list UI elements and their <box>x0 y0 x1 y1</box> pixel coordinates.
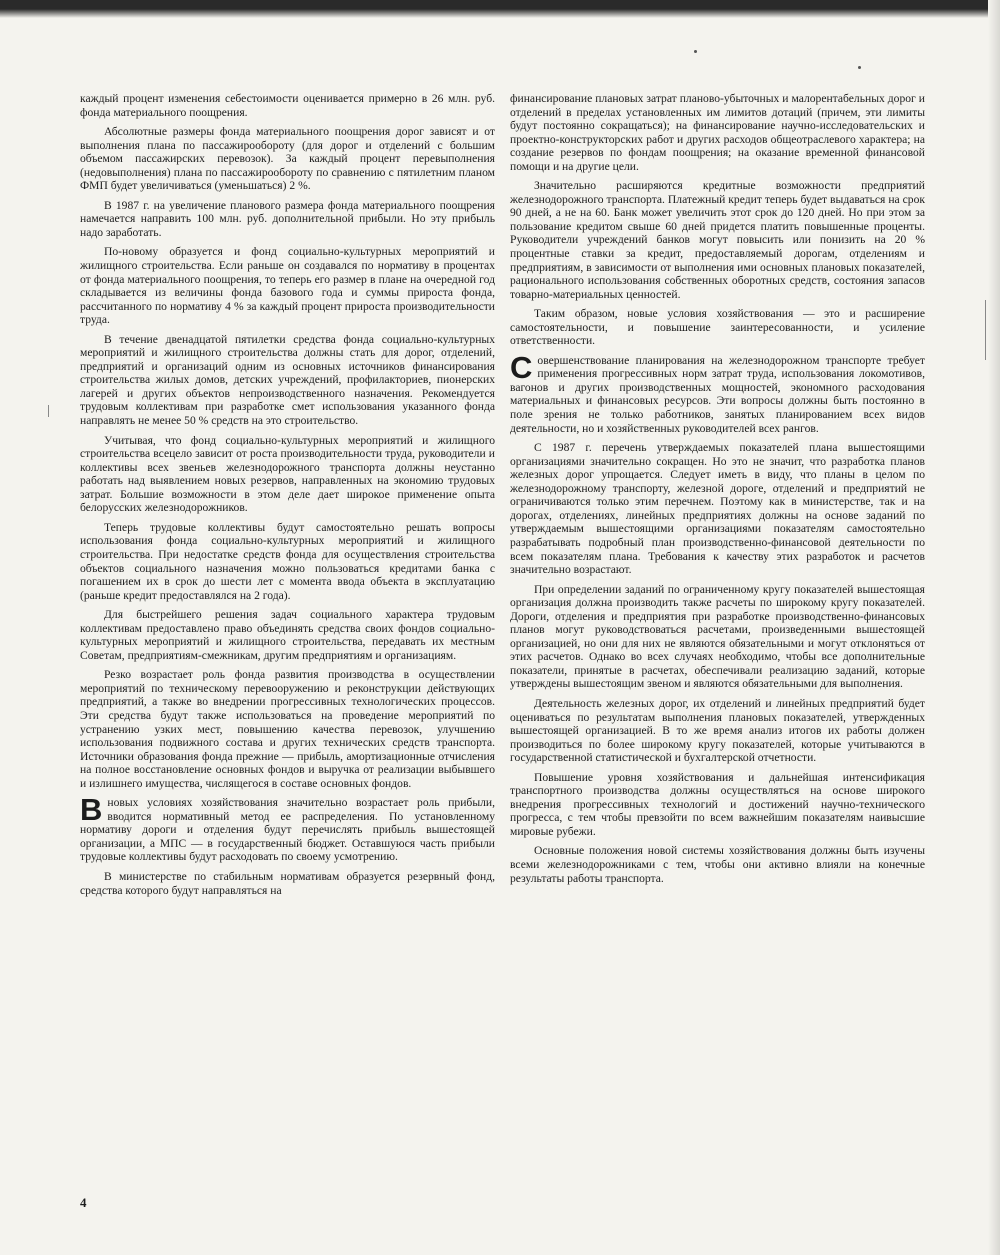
page-top-edge <box>0 0 1000 18</box>
paragraph-text: В 1987 г. на увеличение планового размера фонда материального поощрения намечается направить 100 млн. руб. дополнительной прибыли. Но эту прибыль надо заработать. <box>80 198 495 239</box>
paragraph-text: Учитывая, что фонд социально-культурных мероприятий и жилищного строительства всецело зависит от роста производительности труда, руководители и коллективы всех звеньев железнодорожного транспорта должны неустанно работать над выявлением новых резервов, направленных на экономию трудовых затрат. Большие возможности в этом деле дает широкое применение опыта белорусских железнодорожников. <box>80 433 495 515</box>
paragraph <box>510 697 925 765</box>
paragraph <box>80 125 495 193</box>
paragraph <box>510 771 925 839</box>
print-speck <box>858 66 861 69</box>
paragraph-text: Повышение уровня хозяйствования и дальнейшая интенсификация транспортного производства должны осуществляться на основе широкого внедрения прогрессивных технологий и достижений научно-технического прогресса, с тем чтобы превзойти по всем важнейшим показателям наивысшие мировые рубежи. <box>510 770 925 838</box>
paragraph <box>80 434 495 515</box>
paragraph <box>80 608 495 662</box>
paragraph-text: В течение двенадцатой пятилетки средства фонда социально-культурных мероприятий и жилищного строительства должны стать для дорог, отделений, предприятий и организаций одним из основных источников финансирования строительства жилых домов, детских учреждений, профилакториев, пионерских лагерей и других объектов непроизводственного назначения. Рекомендуется трудовым коллективам при разработке смет использования указанного фонда направлять не менее 50 % средств на это строительство. <box>80 332 495 428</box>
paragraph-text: При определении заданий по ограниченному кругу показателей вышестоящая организация должна производить также расчеты по широкому кругу показателей. Дороги, отделения и предприятия при разработке производственно-финансовых планов могут руководствоваться расчетами, произведенными вышестоящей организацией, но они для них не являются обязательными и могут отклоняться от этих расчетов. Однако во всех случаях необходимо, чтобы все дополнительные показатели, принятые в расчетах, обеспечивали реализацию заданий, которые утверждены вышестоящим звеном и являются обязательными для выполнения. <box>510 582 925 691</box>
paragraph-text: В министерстве по стабильным нормативам образуется резервный фонд, средства которого будут направляться на <box>80 869 495 897</box>
paragraph <box>80 333 495 428</box>
margin-mark <box>48 405 49 417</box>
left-column <box>80 92 495 903</box>
paragraph-text: Основные положения новой системы хозяйствования должны быть изучены всеми железнодорожниками с тем, чтобы они активно влияли на конечные результаты работы транспорта. <box>510 844 925 885</box>
drop-cap: В <box>80 792 103 828</box>
paragraph <box>510 179 925 301</box>
paragraph-text: Теперь трудовые коллективы будут самостоятельно решать вопросы использования фонда социально-культурных мероприятий и жилищного строительства. При недостатке средств фонда для осуществления строительства объектов социального назначения можно пользоваться кредитами банка с погашением их в срок до шести лет с момента ввода объекта в эксплуатацию (раньше кредит предоставлялся на 2 года). <box>80 520 495 602</box>
drop-cap: С <box>510 349 533 385</box>
paragraph <box>510 844 925 885</box>
print-speck <box>694 50 697 53</box>
paragraph-text: Деятельность железных дорог, их отделений и линейных предприятий будет оцениваться по результатам выполнения плановых показателей, утвержденных вышестоящей организацией. В то же время анализ итогов их работы должен производиться по более широкому кругу показателей, которые учитываются в государственной статистической и бухгалтерской отчетности. <box>510 696 925 765</box>
paragraph-text: Для быстрейшего решения задач социального характера трудовым коллективам предоставлено право объединять средства своих фондов социально-культурных мероприятий и жилищного строительства, передавать их местным Советам, предприятиям-смежникам, другим предприятиям и организациям. <box>80 608 495 662</box>
paragraph-text: Таким образом, новые условия хозяйствования — это и расширение самостоятельности, и повышение заинтересованности, и усиление ответственности. <box>510 307 925 348</box>
paragraph <box>80 521 495 602</box>
paragraph <box>80 668 495 790</box>
paragraph-text: Резко возрастает роль фонда развития производства в осуществлении мероприятий по техническому перевооружению и реконструкции действующих предприятий, а также во внедрении прогрессивных технологических процессов. Эти средства будут также использоваться на проведение мероприятий по устранению узких мест, повышению качества перевозок, улучшению использования подвижного состава и других технических средств транспорта. Источники образования фонда прежние — прибыль, амортизационные отчисления на полное восстановление основных фондов и выручка от реализации выбывшего и излишнего имущества, числящегося в составе основных фондов. <box>80 668 495 790</box>
paragraph-text: финансирование плановых затрат планово-убыточных и малорентабельных дорог и отделений в пределах установленных им лимитов дотаций (причем, эти лимиты будут постоянно сокращаться); на финансирование научно-исследовательских и проектно-конструкторских работ и других расходов общеотраслевого характера; на создание резервов по фондам поощрения; на оказание временной финансовой помощи и на другие цели. <box>510 92 925 173</box>
paragraph <box>80 792 495 864</box>
paragraph-text: По-новому образуется и фонд социально-культурных мероприятий и жилищного строительства. Если раньше он создавался по нормативу в процентах от фонда материального поощрения, то теперь его размер в плане на очередной год складывается из величины фонда базового года и суммы прироста фонда, рассчитанного по нормативу 4 % за каждый процент прироста производительности труда. <box>80 245 495 327</box>
paragraph <box>80 245 495 326</box>
page-right-edge <box>988 0 1000 1255</box>
paragraph <box>80 92 495 119</box>
paragraph <box>510 92 925 173</box>
margin-mark <box>985 300 986 360</box>
paragraph <box>510 307 925 348</box>
paragraph <box>80 870 495 897</box>
right-column <box>510 92 925 891</box>
paragraph-text: С 1987 г. перечень утверждаемых показателей плана вышестоящими организациями значительно сокращен. Но это не значит, что разработка планов железных дорог упрощается. Следует иметь в виду, что планы в целом по железнодорожному транспорту, железной дороге, отделений и предприятий не ограничиваются только этим перечнем. Поэтому как в министерстве, так и на дорогах, отделениях, линейных предприятиях должны на основе заданий по утверждаемым вышестоящими организациями показателям самостоятельно разрабатывать подробный план производственно-финансовой деятельности по всем показателям плана. Требования к качеству этих разработок и расчетов значительно возрастают. <box>510 441 925 577</box>
paragraph-text: Значительно расширяются кредитные возможности предприятий железнодорожного транспорта. Платежный кредит теперь будет выдаваться на срок 90 дней, а не на 60. Банк может увеличить этот срок до 120 дней. Но при этом за пользование кредитом свыше 60 дней придется платить повышенные проценты. Руководители учреждений банков могут повысить или понизить на 20 % процентные ставки за кредит, предоставляемый дорогам, отделениям и предприятиям, в зависимости от выполнения ими основных плановых показателей, рационального использования собственных оборотных средств, состояния запасов товарно-материальных ценностей. <box>510 179 925 301</box>
page-number: 4 <box>80 1195 87 1210</box>
paragraph-text: новых условиях хозяйствования значительно возрастает роль прибыли, вводится нормативный метод ее распределения. По установленному нормативу дороги и отделения будут перечислять прибыль вышестоящей организации, а МПС — в государственный бюджет. Оставшуюся часть прибыли трудовые коллективы будут расходовать по своему усмотрению. <box>80 796 495 864</box>
paragraph-text: Абсолютные размеры фонда материального поощрения дорог зависят и от выполнения плана по пассажирообороту (для дорог и отделений с большим объемом пассажирских перевозок). За каждый процент перевыполнения (недовыполнения) плана по пассажирообороту по сравнению с пятилетним планом ФМП будет увеличиваться (уменьшаться) 2 %. <box>80 125 495 193</box>
paragraph-text: каждый процент изменения себестоимости оценивается примерно в 26 млн. руб. фонда материального поощрения. <box>80 92 495 119</box>
paragraph <box>510 441 925 576</box>
paragraph <box>80 199 495 240</box>
paragraph-text: овершенствование планирования на железнодорожном транспорте требует применения прогрессивных норм затрат труда, использования локомотивов, вагонов и других производственных мощностей, экономного расходования материальных и финансовых ресурсов. Эти вопросы должны быть постоянно в поле зрения не только работников, занятых планированием всех видов деятельности, но и хозяйственных руководителей всех рангов. <box>510 353 925 435</box>
paragraph <box>510 349 925 435</box>
paragraph <box>510 583 925 691</box>
